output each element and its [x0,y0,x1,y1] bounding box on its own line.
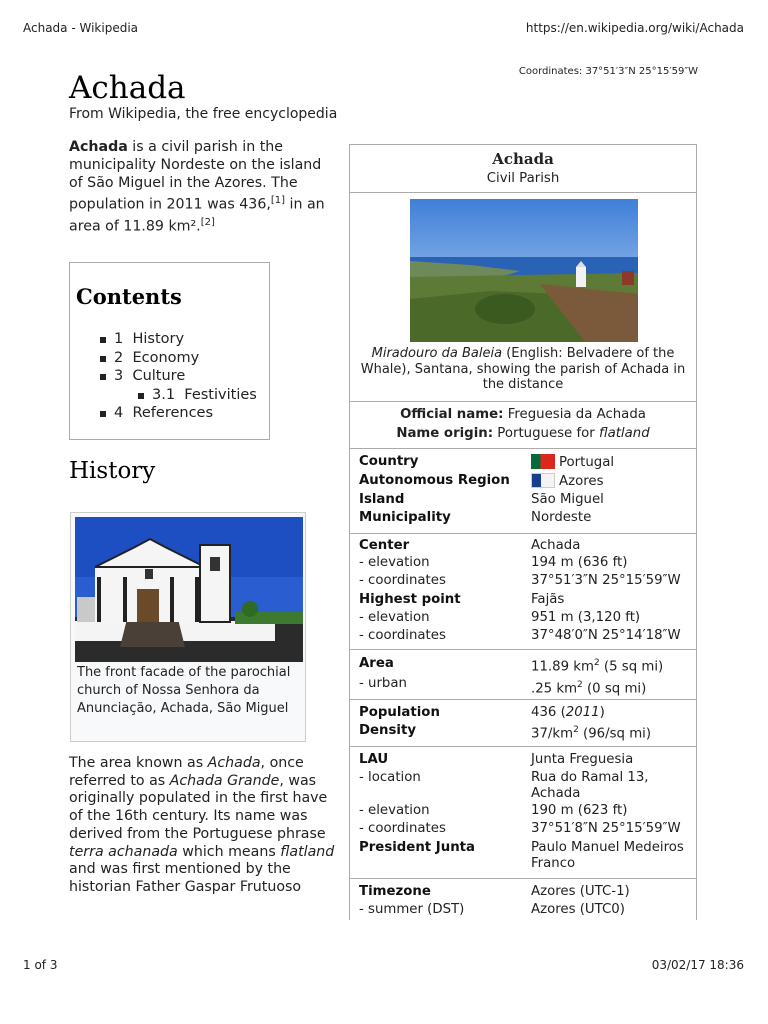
official-name-row: Official name: Freguesia da Achada [400,407,646,422]
president-value: Paulo Manuel Medeiros Franco [531,840,684,871]
ref-2-link[interactable]: [2] [200,216,215,228]
municipality-label: Municipality [359,510,451,525]
ref-1-link[interactable]: [1] [270,195,286,206]
toc-item-festivities[interactable]: 3.1 Festivities [138,386,257,405]
table-of-contents [69,262,270,440]
infobox-area-section [350,649,696,699]
portugal-flag-icon [531,454,555,469]
intro-paragraph [69,138,329,235]
intro-lead: Achada [69,139,128,155]
lau-coordinates-label: - coordinates [359,821,446,836]
thumbnail-caption: The front facade of the parochial church of Nossa Senhora da Anunciação, Achada, São Miguel [77,665,291,716]
density-value: $37/km^2$ (96/sq mi) [531,725,652,742]
toc-list [100,330,257,423]
center-coordinates-label: - coordinates [359,573,446,588]
page-number: 1 of 3 [23,958,58,972]
infobox-lau-section [350,746,696,878]
infobox-names-section [350,401,696,448]
toc-item-culture[interactable]: 3 Culture [100,367,257,386]
summer-value[interactable]: Azores (UTC0) [531,902,625,917]
toc-item-history[interactable]: 1 History [100,330,257,349]
coordinates-link[interactable]: Coordinates: 37°51′3″N 25°15′59″W [518,66,698,77]
tagline: From Wikipedia, the free encyclopedia [69,106,338,122]
azores-flag-icon [531,473,555,488]
island-value[interactable]: São Miguel [531,492,604,507]
toc-title: Contents [76,284,182,309]
highest-point-value: Fajãs [531,592,565,607]
infobox-image-caption: Miradouro da Baleia (English: Belvadere of the Whale), Santana, showing the parish of Achada in the distance [360,346,686,392]
lau-elevation-value: 190 m (623 ft) [531,803,628,818]
lau-value: Junta Freguesia [531,752,634,767]
president-label: President Junta [359,840,475,855]
lau-elevation-label: - elevation [359,803,430,818]
municipality-value[interactable]: Nordeste [531,510,592,525]
infobox-timezone-section [350,878,696,922]
name-origin-row: Name origin: Portuguese for flatland [396,426,650,441]
center-elevation-label: - elevation [359,555,430,570]
toc-item-economy[interactable]: 2 Economy [100,349,257,368]
print-datetime: 03/02/17 18:36 [651,958,744,972]
summer-label: - summer (DST) [359,902,465,917]
page-url[interactable]: https://en.wikipedia.org/wiki/Achada [525,21,744,35]
infobox-type: Civil Parish [486,171,560,186]
lau-coordinates-value[interactable]: 37°51′8″N 25°15′59″W [531,821,681,836]
center-label: Center [359,538,410,553]
highest-elevation-label: - elevation [359,610,430,625]
highest-coordinates-label: - coordinates [359,628,446,643]
intro-text-2: in an area of 11.89 km². [69,196,325,235]
country-value[interactable]: Portugal [531,454,691,471]
area-value: 11.89 $km^2$ (5 sq mi) [531,658,664,675]
lau-label: LAU [359,752,389,767]
history-paragraph: The area known as Achada, once referred to as Achada Grande, was originally populated in the first have of the 16th century. Its name was derived from the Portuguese phrase terra achanada which means flatland and was first mentioned by the historian Father Gaspar Frutuoso [69,755,335,895]
population-value: 436 (2011) [531,705,605,720]
timezone-label: Timezone [359,884,431,899]
highest-point-label: Highest point [359,592,461,607]
infobox-name: Achada [492,150,554,168]
center-elevation-value: 194 m (636 ft) [531,555,628,570]
country-label: Country [359,454,419,469]
church-photo[interactable] [75,517,303,662]
timezone-value[interactable]: Azores (UTC-1) [531,884,630,899]
browser-page-title: Achada - Wikipedia [23,21,139,35]
highest-elevation-value: 951 m (3,120 ft) [531,610,641,625]
urban-value: .25 $km^2$ (0 sq mi) [531,680,647,697]
miradouro-photo[interactable] [410,199,638,342]
history-heading: History [69,458,156,484]
center-coordinates-value[interactable]: 37°51′3″N 25°15′59″W [531,573,681,588]
church-thumbnail [70,512,306,742]
area-label: Area [359,656,394,671]
population-label: Population [359,705,440,720]
infobox [349,144,697,920]
highest-coordinates-value[interactable]: 37°48′0″N 25°14′18″W [531,628,681,643]
page-title: Achada [69,70,186,106]
toc-item-references[interactable]: 4 References [100,404,257,423]
island-label: Island [359,492,405,507]
infobox-image-section [350,192,696,401]
center-value: Achada [531,538,581,553]
location-value: Rua do Ramal 13, Achada [531,770,649,801]
density-label: Density [359,723,417,738]
region-value[interactable]: Azores [531,473,691,490]
infobox-population-section [350,699,696,746]
intro-text-1: is a civil parish in the municipality Nordeste on the island of São Miguel in the Azores. The population in 2011 was 436, [69,139,322,213]
infobox-location-section [350,448,696,533]
location-label: - location [359,770,421,785]
infobox-geography-section [350,533,696,649]
urban-label: - urban [359,676,407,691]
region-label: Autonomous Region [359,473,510,488]
